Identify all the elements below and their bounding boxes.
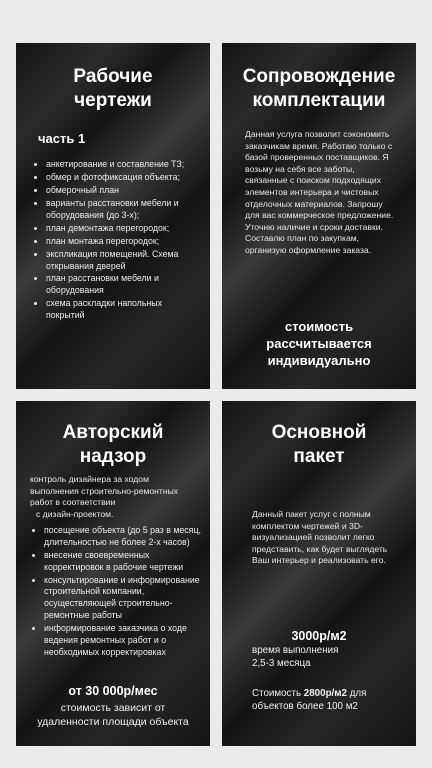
list-item: • план расстановки мебели и оборудования	[46, 273, 198, 297]
list-item: • анкетирование и составление ТЗ;	[46, 159, 198, 171]
list-item: • обмерочный план	[46, 185, 198, 197]
cost-value: 2800р/м2	[303, 688, 347, 699]
intro-text: контроль дизайнера за ходом выполнения строительно-ремонтных работ в соответствии	[30, 474, 179, 508]
list-item: • экспликация помещений. Схема открывания дверей	[46, 249, 198, 273]
cost-line-1: стоимость	[284, 319, 354, 334]
list-item: • консультирование и информирование строительной компании, осуществляющей строительно-ремонтные работы	[44, 575, 202, 622]
card-intro	[30, 474, 198, 520]
list-item: • обмер и фотофиксация объекта;	[46, 172, 198, 184]
bullet-list	[24, 159, 198, 323]
cost-line-2: объектов более 100 м2	[252, 700, 358, 712]
card-subtitle: часть 1	[38, 131, 86, 146]
list-item: • схема раскладки напольных покрытий	[46, 298, 198, 322]
card-description: Данная услуга позволит сэкономить заказчикам время. Работаю только с базой проверенных поставщиков. Я возьму на себя все заботы, связанные с поиском подходящих элементов интерьера и чистовых отделочных материалов. Запрошу для вас коммерческое предложение. Уточню наличие и сроки доставки. Составлю план по закупкам, организую оформление заказа.	[245, 129, 394, 255]
card-title	[222, 65, 416, 113]
time-line-2: 2,5-3 месяца	[252, 657, 311, 669]
title-line-2: пакет	[293, 446, 345, 467]
note-line-1: стоимость зависит от	[60, 702, 166, 714]
title-line-2: надзор	[79, 446, 147, 467]
cost-block	[252, 688, 408, 713]
card-description: Данный пакет услуг с полным комплектом чертежей и 3D-визуализацией позволит легко представить, как будет выглядеть Ваш интерьер и реализовать его.	[252, 509, 388, 566]
intro-text-2: с дизайн-проектом.	[36, 508, 114, 519]
list-item: • внесение своевременных корректировок в рабочие чертежи	[44, 550, 202, 574]
card-author-supervision	[16, 401, 210, 746]
card-basic-package	[222, 401, 416, 746]
list-item: • варианты расстановки мебели и оборудования (до 3-х);	[46, 198, 198, 222]
price-label: 3000р/м2	[291, 629, 347, 643]
list-item: • информирование заказчика о ходе ведения ремонтных работ и о необходимых корректировках	[44, 623, 202, 658]
time-line-1: время выполнения	[252, 645, 339, 656]
card-title	[222, 421, 416, 469]
cost-line-1	[252, 688, 408, 701]
list-item: • план демонтажа перегородок;	[46, 223, 198, 235]
cost-line-2: рассчитывается	[266, 336, 372, 351]
card-title	[16, 65, 210, 113]
card-title	[16, 421, 210, 469]
cost-block	[222, 318, 416, 369]
price-label: от 30 000р/мес	[68, 684, 158, 698]
list-item: • посещение объекта (до 5 раз в месяц, длительностью не более 2-х часов)	[44, 525, 202, 549]
cost-suffix: для	[346, 688, 367, 699]
list-item: • план монтажа перегородок;	[46, 236, 198, 248]
title-line-2: чертежи	[74, 90, 152, 111]
title-line-1: Авторский	[62, 422, 164, 443]
bullet-list	[22, 525, 202, 660]
price-note	[16, 701, 210, 729]
title-line-2: комплектации	[252, 90, 386, 111]
time-block	[252, 645, 406, 670]
title-line-1: Рабочие	[73, 66, 153, 87]
title-line-1: Основной	[271, 422, 367, 443]
cost-prefix: Стоимость	[252, 688, 304, 699]
card-working-drawings	[16, 43, 210, 389]
card-procurement-support	[222, 43, 416, 389]
cost-line-3: индивидуально	[267, 353, 371, 368]
title-line-1: Сопровождение	[242, 66, 396, 87]
note-line-2: удаленности площади объекта	[37, 716, 189, 728]
